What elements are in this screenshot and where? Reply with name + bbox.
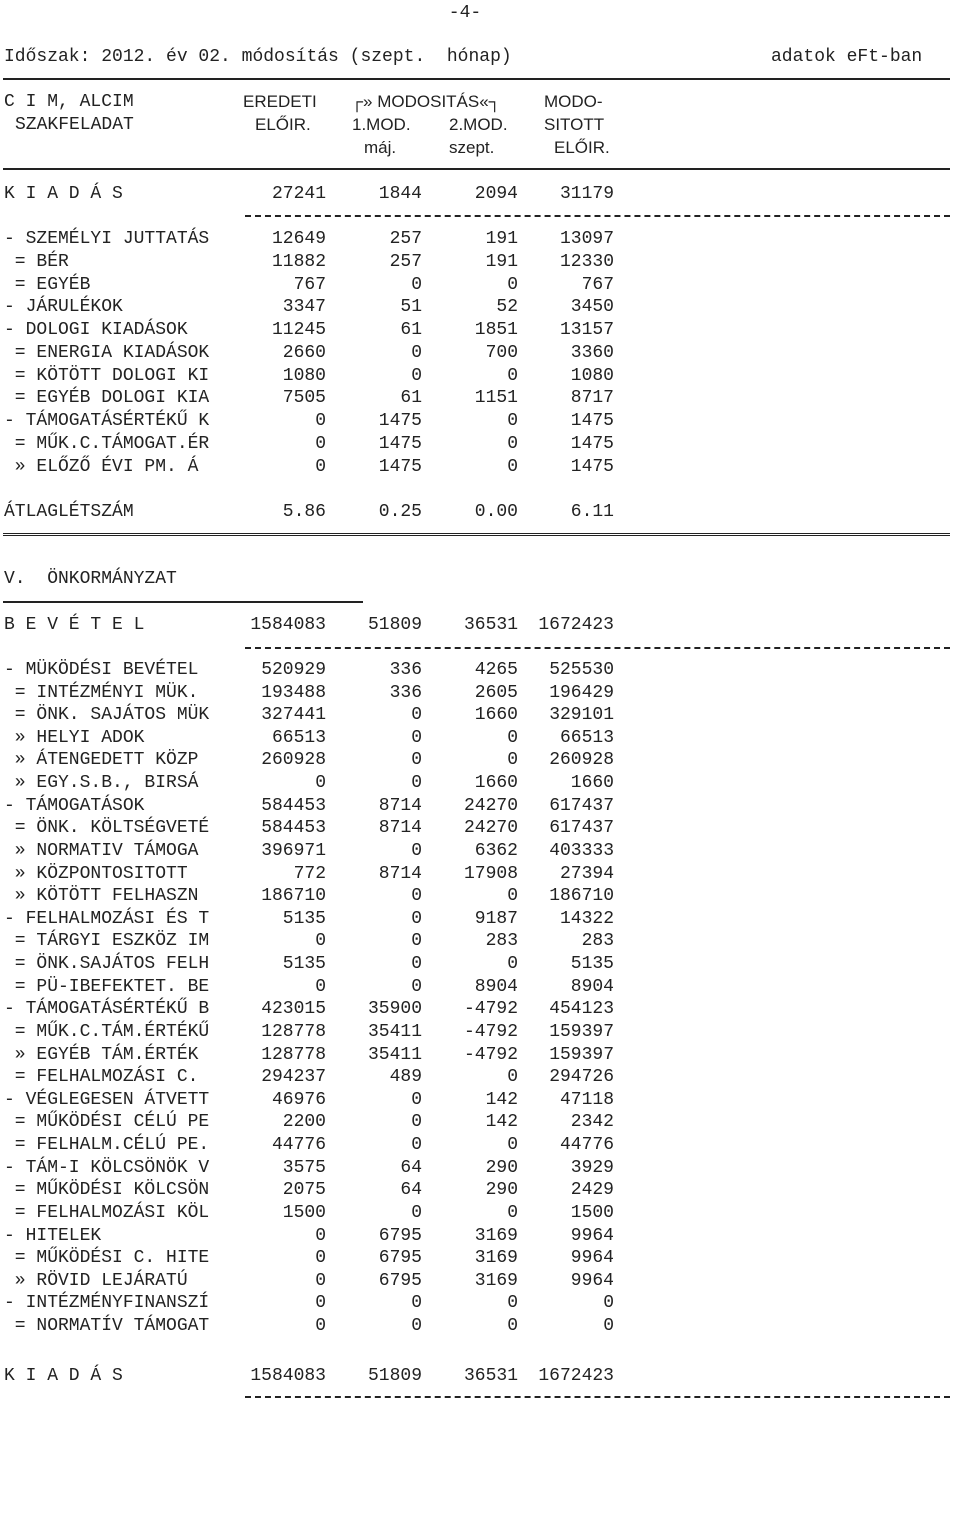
table-row	[0, 1021, 960, 1043]
value-modositott: 1080	[570, 365, 614, 386]
value-eredeti: 0	[315, 1248, 326, 1269]
value-modositott: 1475	[570, 456, 614, 477]
row-label: = MŰKÖDÉSI CÉLÚ PE	[4, 1112, 210, 1133]
value-eredeti: 396971	[261, 840, 326, 861]
table-row	[0, 659, 960, 681]
row-label: = BÉR	[4, 251, 69, 272]
value-2mod: 0	[507, 954, 518, 975]
kiadas-total-row	[0, 183, 960, 205]
row-label: » ELŐZŐ ÉVI PM. Á	[4, 456, 199, 477]
value-modositott: 27394	[559, 863, 614, 884]
row-label: = ÖNK.SAJÁTOS FELH	[4, 954, 210, 975]
header-2mod: 2.MOD.	[449, 115, 508, 134]
value-modositott: 329101	[549, 705, 614, 726]
value-2mod: 290	[485, 1157, 518, 1178]
atlaglétszam-row	[0, 501, 960, 523]
value-eredeti: 11245	[271, 320, 326, 340]
value-1mod: 0	[411, 931, 422, 952]
value-1mod: 0	[411, 342, 422, 363]
value-1mod: 1475	[378, 456, 422, 477]
table-row	[0, 795, 960, 817]
value-1mod: 51	[400, 297, 422, 318]
value-modositott: 3450	[570, 297, 614, 318]
dashed-rule	[245, 215, 950, 217]
value-1mod: 489	[389, 1067, 422, 1088]
table-row	[0, 976, 960, 998]
value-eredeti: 0	[315, 1225, 326, 1246]
value-eredeti: 5.86	[282, 502, 326, 522]
value-modositott: 617437	[549, 818, 614, 839]
value-eredeti: 584453	[261, 795, 326, 816]
value-eredeti: 0	[315, 456, 326, 477]
row-label: » ÁTENGEDETT KÖZP	[4, 750, 199, 771]
table-row	[0, 908, 960, 930]
value-2mod: 1660	[474, 773, 518, 794]
header-szept: szept.	[449, 138, 495, 157]
value-modositott: 260928	[549, 750, 614, 771]
value-2mod: 191	[485, 229, 518, 249]
period-label: Időszak: 2012. év 02. módosítás (szept. hónap)	[4, 47, 512, 67]
table-row	[0, 1292, 960, 1314]
row-label: - JÁRULÉKOK	[4, 297, 123, 318]
table-row	[0, 704, 960, 726]
value-1mod: 64	[400, 1180, 422, 1201]
table-row	[0, 456, 960, 478]
value-1mod: 0.25	[378, 502, 422, 522]
value-1mod: 0	[411, 750, 422, 771]
value-modositott: 8717	[570, 388, 614, 409]
value-2mod: 9187	[474, 908, 518, 929]
row-label: - MÜKÖDÉSI BEVÉTEL	[4, 660, 199, 680]
table-row	[0, 682, 960, 704]
value-modositott: 0	[603, 1315, 614, 1336]
row-label: » NORMATIV TÁMOGA	[4, 840, 199, 861]
value-eredeti: 2660	[282, 342, 326, 363]
value-modositott: 66513	[559, 727, 614, 748]
table-row	[0, 863, 960, 885]
row-label: » KÖZPONTOSITOTT	[4, 863, 188, 884]
row-label: - TÁMOGATÁSOK	[4, 795, 145, 816]
value-2mod: 191	[485, 251, 518, 272]
value-2mod: 17908	[463, 863, 518, 884]
table-row	[0, 1225, 960, 1247]
value-2mod: 36531	[463, 615, 518, 635]
section-title-line	[0, 568, 177, 590]
value-eredeti: 1080	[282, 365, 326, 386]
dashed-rule	[245, 1396, 950, 1398]
value-1mod: 0	[411, 274, 422, 295]
header-rule-bottom	[3, 168, 950, 170]
value-modositott: 13157	[559, 320, 614, 340]
value-modositott: 1500	[570, 1202, 614, 1223]
value-eredeti: 0	[315, 931, 326, 952]
value-1mod: 1844	[378, 184, 422, 204]
value-eredeti: 186710	[261, 886, 326, 907]
value-2mod: 142	[485, 1089, 518, 1110]
header-cim: C I M, ALCIM	[4, 92, 134, 112]
table-row	[0, 296, 960, 318]
value-eredeti: 0	[315, 433, 326, 454]
table-row	[0, 772, 960, 794]
value-eredeti: 12649	[271, 229, 326, 249]
section-title: V. ÖNKORMÁNYZAT	[4, 569, 177, 589]
row-label: = KÖTÖTT DOLOGI KI	[4, 365, 210, 386]
table-row	[0, 1315, 960, 1337]
value-modositott: 1672423	[538, 1366, 614, 1386]
value-modositott: 5135	[570, 954, 614, 975]
table-row	[0, 1111, 960, 1133]
row-label: = PÜ-IBEFEKTET. BE	[4, 976, 210, 997]
value-2mod: 1151	[474, 388, 518, 409]
value-1mod: 61	[400, 320, 422, 340]
value-1mod: 0	[411, 1293, 422, 1314]
value-2mod: 8904	[474, 976, 518, 997]
header-sitott: SITOTT	[544, 115, 605, 134]
value-1mod: 257	[389, 229, 422, 249]
table-row	[0, 1179, 960, 1201]
table-row	[0, 433, 960, 455]
table-row	[0, 749, 960, 771]
value-2mod: 3169	[474, 1225, 518, 1246]
row-label: » EGYÉB TÁM.ÉRTÉK	[4, 1044, 199, 1065]
value-eredeti: 0	[315, 976, 326, 997]
row-label: ÁTLAGLÉTSZÁM	[4, 502, 134, 522]
value-2mod: 24270	[463, 818, 518, 839]
value-modositott: 1475	[570, 433, 614, 454]
row-label: - SZEMÉLYI JUTTATÁS	[4, 229, 210, 249]
value-eredeti: 260928	[261, 750, 326, 771]
row-label: = MŰKÖDÉSI KÖLCSÖN	[4, 1180, 210, 1201]
value-1mod: 0	[411, 727, 422, 748]
value-1mod: 6795	[378, 1225, 422, 1246]
value-eredeti: 3347	[282, 297, 326, 318]
value-eredeti: 7505	[282, 388, 326, 409]
row-label: » RÖVID LEJÁRATÚ	[4, 1270, 188, 1291]
value-modositott: 294726	[549, 1067, 614, 1088]
value-2mod: 0	[507, 274, 518, 295]
value-2mod: 0	[507, 1315, 518, 1336]
table-row	[0, 365, 960, 387]
value-1mod: 336	[389, 660, 422, 680]
row-label: = MŰK.C.TÁM.ÉRTÉKŰ	[4, 1021, 210, 1042]
value-2mod: 2605	[474, 682, 518, 703]
value-1mod: 8714	[378, 863, 422, 884]
header-modo: MODO-	[544, 92, 603, 111]
table-row	[0, 1044, 960, 1066]
value-modositott: 186710	[549, 886, 614, 907]
header-szakfeladat: SZAKFELADAT	[15, 115, 134, 135]
value-eredeti: 767	[293, 274, 326, 295]
value-1mod: 35411	[367, 1044, 422, 1065]
value-modositott: 2342	[570, 1112, 614, 1133]
table-row	[0, 1066, 960, 1088]
value-1mod: 51809	[367, 615, 422, 635]
value-1mod: 0	[411, 1202, 422, 1223]
value-1mod: 336	[389, 682, 422, 703]
value-1mod: 0	[411, 908, 422, 929]
value-2mod: 0	[507, 411, 518, 431]
value-modositott: 14322	[559, 908, 614, 929]
row-label: - TÁMOGATÁSÉRTÉKŰ K	[4, 411, 210, 431]
value-modositott: 2429	[570, 1180, 614, 1201]
row-label: = NORMATÍV TÁMOGAT	[4, 1315, 210, 1336]
row-label: = MŰKÖDÉSI C. HITE	[4, 1248, 210, 1269]
value-eredeti: 294237	[261, 1067, 326, 1088]
value-eredeti: 193488	[261, 682, 326, 703]
value-2mod: 0	[507, 1293, 518, 1314]
value-eredeti: 5135	[282, 908, 326, 929]
value-2mod: 1660	[474, 705, 518, 726]
value-modositott: 0	[603, 1293, 614, 1314]
value-modositott: 3929	[570, 1157, 614, 1178]
kiadas2-total-row	[0, 1365, 960, 1387]
value-1mod: 0	[411, 1315, 422, 1336]
table-row	[0, 840, 960, 862]
row-label: » EGY.S.B., BIRSÁ	[4, 773, 199, 794]
value-2mod: 0	[507, 750, 518, 771]
value-1mod: 61	[400, 388, 422, 409]
value-2mod: 290	[485, 1180, 518, 1201]
table-row	[0, 274, 960, 296]
value-1mod: 1475	[378, 433, 422, 454]
value-eredeti: 772	[293, 863, 326, 884]
value-2mod: 2094	[474, 184, 518, 204]
double-rule	[3, 533, 950, 536]
section-title-underline	[3, 601, 363, 603]
row-label: » HELYI ADOK	[4, 727, 145, 748]
value-2mod: 3169	[474, 1248, 518, 1269]
header-modositas-group: ┌» MODOSITÁS«┐	[351, 92, 501, 111]
value-2mod: 700	[485, 342, 518, 363]
row-label: = EGYÉB DOLOGI KIA	[4, 388, 210, 409]
value-2mod: 0.00	[474, 502, 518, 522]
value-modositott: 283	[581, 931, 614, 952]
value-modositott: 525530	[549, 660, 614, 680]
value-modositott: 1475	[570, 411, 614, 431]
value-2mod: 142	[485, 1112, 518, 1133]
value-modositott: 159397	[549, 1021, 614, 1042]
value-modositott: 9964	[570, 1270, 614, 1291]
value-1mod: 257	[389, 251, 422, 272]
header-eloir: ELŐIR.	[255, 115, 311, 134]
value-eredeti: 3575	[282, 1157, 326, 1178]
table-row	[0, 1270, 960, 1292]
value-eredeti: 584453	[261, 818, 326, 839]
value-modositott: 12330	[559, 251, 614, 272]
value-modositott: 1672423	[538, 615, 614, 635]
value-1mod: 0	[411, 954, 422, 975]
table-row	[0, 817, 960, 839]
value-eredeti: 66513	[271, 727, 326, 748]
value-2mod: 0	[507, 365, 518, 386]
row-label: = FELHALMOZÁSI KÖL	[4, 1202, 210, 1223]
row-label: - TÁMOGATÁSÉRTÉKŰ B	[4, 999, 210, 1020]
value-modositott: 403333	[549, 840, 614, 861]
row-label: » KÖTÖTT FELHASZN	[4, 886, 199, 907]
value-1mod: 0	[411, 773, 422, 794]
value-2mod: 24270	[463, 795, 518, 816]
row-label: - TÁM-I KÖLCSÖNÖK V	[4, 1157, 210, 1178]
unit-label: adatok eFt-ban	[771, 47, 923, 67]
value-2mod: -4792	[463, 999, 518, 1020]
row-label: = EGYÉB	[4, 274, 91, 295]
value-eredeti: 2200	[282, 1112, 326, 1133]
value-2mod: 283	[485, 931, 518, 952]
value-modositott: 9964	[570, 1248, 614, 1269]
header-rule-top	[3, 78, 950, 80]
header-eloir2: ELŐIR.	[554, 138, 610, 157]
value-1mod: 0	[411, 840, 422, 861]
table-row	[0, 410, 960, 432]
table-row	[0, 1157, 960, 1179]
value-modositott: 13097	[559, 229, 614, 249]
value-eredeti: 2075	[282, 1180, 326, 1201]
value-eredeti: 0	[315, 1270, 326, 1291]
period-line	[0, 46, 923, 68]
header-maj: máj.	[364, 138, 397, 157]
value-1mod: 0	[411, 1112, 422, 1133]
value-2mod: 52	[496, 297, 518, 318]
value-2mod: 0	[507, 1135, 518, 1156]
row-label: = FELHALMOZÁSI C.	[4, 1067, 199, 1088]
value-modositott: 617437	[549, 795, 614, 816]
value-modositott: 31179	[559, 184, 614, 204]
value-2mod: 3169	[474, 1270, 518, 1291]
value-2mod: 0	[507, 456, 518, 477]
value-1mod: 0	[411, 886, 422, 907]
row-label: K I A D Á S	[4, 1366, 123, 1386]
row-label: - INTÉZMÉNYFINANSZÍ	[4, 1293, 210, 1314]
table-row	[0, 998, 960, 1020]
value-eredeti: 0	[315, 1293, 326, 1314]
value-1mod: 0	[411, 1135, 422, 1156]
table-row	[0, 228, 960, 250]
value-eredeti: 128778	[261, 1044, 326, 1065]
value-eredeti: 44776	[271, 1135, 326, 1156]
value-2mod: -4792	[463, 1021, 518, 1042]
value-modositott: 8904	[570, 976, 614, 997]
value-eredeti: 327441	[261, 705, 326, 726]
row-label: B E V É T E L	[4, 615, 145, 635]
value-modositott: 1660	[570, 773, 614, 794]
bevetel-total-row	[0, 614, 960, 636]
row-label: = INTÉZMÉNYI MÜK.	[4, 682, 199, 703]
value-1mod: 6795	[378, 1270, 422, 1291]
value-1mod: 64	[400, 1157, 422, 1178]
row-label: = ENERGIA KIADÁSOK	[4, 342, 210, 363]
value-eredeti: 0	[315, 1315, 326, 1336]
row-label: = TÁRGYI ESZKÖZ IM	[4, 931, 210, 952]
row-label: = ÖNK. SAJÁTOS MÜK	[4, 705, 210, 726]
value-modositott: 159397	[549, 1044, 614, 1065]
value-modositott: 44776	[559, 1135, 614, 1156]
header-eredeti: EREDETI	[243, 92, 317, 111]
value-2mod: 1851	[474, 320, 518, 340]
value-2mod: 0	[507, 1202, 518, 1223]
value-modositott: 454123	[549, 999, 614, 1020]
value-2mod: 0	[507, 433, 518, 454]
value-1mod: 35411	[367, 1021, 422, 1042]
page-number: -4-	[448, 3, 482, 23]
table-row	[0, 727, 960, 749]
table-row	[0, 342, 960, 364]
value-eredeti: 128778	[261, 1021, 326, 1042]
value-2mod: 0	[507, 886, 518, 907]
value-1mod: 0	[411, 1089, 422, 1110]
table-row	[0, 1247, 960, 1269]
value-eredeti: 1500	[282, 1202, 326, 1223]
value-1mod: 8714	[378, 818, 422, 839]
row-label: = FELHALM.CÉLÚ PE.	[4, 1135, 210, 1156]
row-label: - VÉGLEGESEN ÁTVETT	[4, 1089, 210, 1110]
value-1mod: 0	[411, 976, 422, 997]
value-eredeti: 0	[315, 773, 326, 794]
value-modositott: 6.11	[570, 502, 614, 522]
table-row	[0, 1089, 960, 1111]
value-1mod: 0	[411, 705, 422, 726]
table-row	[0, 319, 960, 341]
value-eredeti: 1584083	[250, 615, 326, 635]
value-eredeti: 520929	[261, 660, 326, 680]
value-eredeti: 46976	[271, 1089, 326, 1110]
value-modositott: 9964	[570, 1225, 614, 1246]
value-2mod: 0	[507, 1067, 518, 1088]
value-eredeti: 0	[315, 411, 326, 431]
row-label: - FELHALMOZÁSI ÉS T	[4, 908, 210, 929]
value-eredeti: 1584083	[250, 1366, 326, 1386]
table-row	[0, 387, 960, 409]
value-2mod: 36531	[463, 1366, 518, 1386]
table-row	[0, 251, 960, 273]
value-2mod: -4792	[463, 1044, 518, 1065]
value-modositott: 47118	[559, 1089, 614, 1110]
value-2mod: 0	[507, 727, 518, 748]
value-eredeti: 27241	[271, 184, 326, 204]
value-modositott: 3360	[570, 342, 614, 363]
table-row	[0, 1202, 960, 1224]
value-2mod: 4265	[474, 660, 518, 680]
dashed-rule	[245, 647, 950, 649]
value-1mod: 6795	[378, 1248, 422, 1269]
value-1mod: 35900	[367, 999, 422, 1020]
value-modositott: 196429	[549, 682, 614, 703]
value-1mod: 1475	[378, 411, 422, 431]
value-eredeti: 11882	[271, 251, 326, 272]
value-1mod: 0	[411, 365, 422, 386]
row-label: - HITELEK	[4, 1225, 102, 1246]
row-label: - DOLOGI KIADÁSOK	[4, 320, 188, 340]
value-eredeti: 423015	[261, 999, 326, 1020]
row-label: = MŰK.C.TÁMOGAT.ÉR	[4, 433, 210, 454]
table-row	[0, 953, 960, 975]
table-row	[0, 930, 960, 952]
header-1mod: 1.MOD.	[352, 115, 411, 134]
value-1mod: 8714	[378, 795, 422, 816]
value-1mod: 51809	[367, 1366, 422, 1386]
value-2mod: 6362	[474, 840, 518, 861]
table-row	[0, 1134, 960, 1156]
row-label: = ÖNK. KÖLTSÉGVETÉ	[4, 818, 210, 839]
table-row	[0, 885, 960, 907]
value-modositott: 767	[581, 274, 614, 295]
row-label: K I A D Á S	[4, 184, 123, 204]
value-eredeti: 5135	[282, 954, 326, 975]
